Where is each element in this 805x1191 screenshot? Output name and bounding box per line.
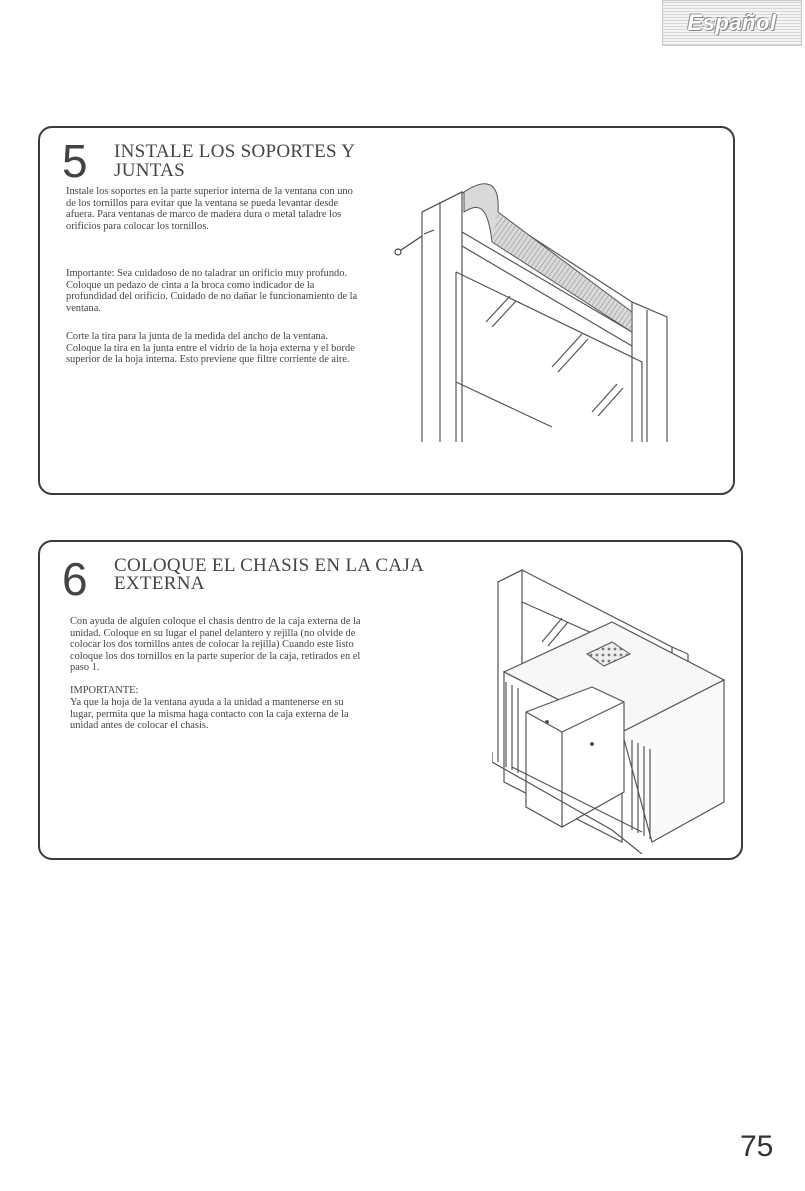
step-number: 5	[62, 135, 88, 187]
step-6-panel	[38, 540, 743, 860]
step-6-paragraph-1: Con ayuda de alguien coloque el chasis dentro de la caja externa de la unidad. Coloque en su lugar el panel delantero y rejilla (no olvide de colocar los dos tornillos antes de colocar la rejilla) Cuando este listo coloque los dos tornillos en la parte superior de la caja, retirados en el paso 1.	[70, 616, 361, 673]
step-5-panel	[38, 126, 735, 495]
step-title-line2: JUNTAS	[114, 160, 186, 181]
window-bracket-illustration	[392, 172, 682, 442]
step-5-paragraph-3: Corte la tira para la junta de la medida del ancho de la ventana. Coloque la tira en la junta entre el vidrio de la hoja externa y el borde superior de la hoja interna. Esto previene que filtre corriente de aire.	[66, 331, 355, 365]
step-6-important-label: IMPORTANTE:	[70, 685, 139, 696]
language-label: Español	[687, 10, 777, 35]
step-6-paragraph-2: Ya que la hoja de la ventana ayuda a la unidad a mantenerse en su lugar, permita que la misma haga contacto con la caja externa de la unidad antes de colocar el chasis.	[70, 697, 349, 731]
step-number: 6	[62, 553, 88, 605]
step-5-paragraph-2: Importante: Sea cuidadoso de no taladrar un orificio muy profundo. Coloque un pedazo de cinta a la broca como indicador de la profundidad del orificio. Cuidado de no dañar le funcionamiento de la ventana.	[66, 268, 358, 314]
step-title-line1: INSTALE LOS SOPORTES Y	[114, 141, 356, 162]
language-tab	[662, 0, 802, 46]
step-5-paragraph-1: Instale los soportes en la parte superior interna de la ventana con uno de los tornillos para evitar que la ventana se pueda levantar desde afuera. Para ventanas de marco de madera dura o metal taladre los orificios para colocar los tornillos.	[66, 186, 353, 232]
step-title-line1: COLOQUE EL CHASIS EN LA CAJA	[114, 555, 425, 576]
page-number: 75	[740, 1130, 774, 1163]
step-title-line2: EXTERNA	[114, 573, 205, 594]
chassis-installation-illustration	[492, 562, 727, 854]
